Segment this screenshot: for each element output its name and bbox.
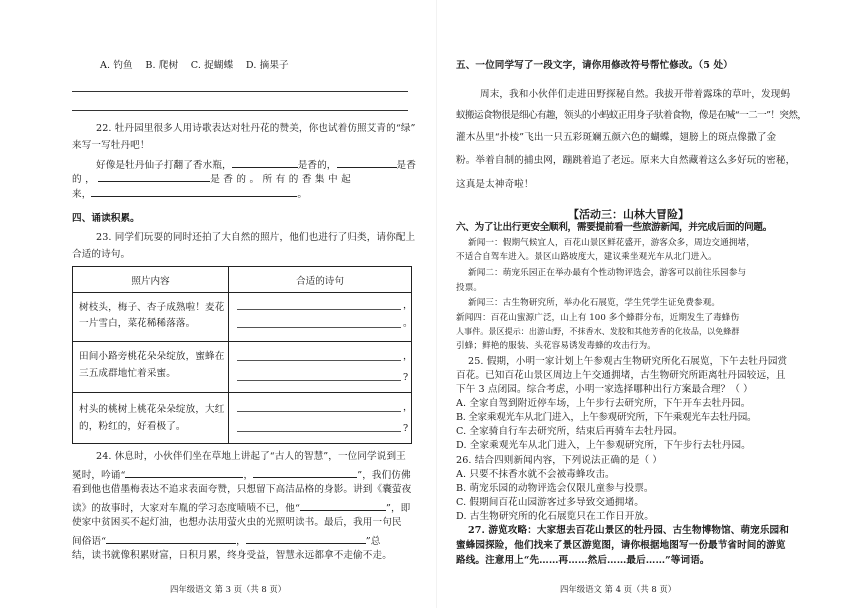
q24-blank-5[interactable] (246, 533, 366, 544)
q24-line-4 (72, 500, 410, 515)
q24-line-6 (72, 533, 381, 548)
q22-blank-4[interactable] (91, 186, 297, 197)
q23-header-photo: 照片内容 (73, 267, 229, 293)
q26-option-d[interactable]: D. 古生物研究所的化石展览只在工作日开放。 (456, 511, 654, 522)
q22-line-1: 22. 牡丹园里很多人用诗歌表达对牡丹花的赞美，你也试着仿照艾青的“绿” (96, 123, 416, 134)
q21-option-b[interactable]: B. 爬树 (145, 60, 179, 71)
q21-option-d[interactable]: D. 摘果子 (245, 60, 289, 71)
q22-text: 。 (297, 189, 308, 200)
q22-text: 是香的， (297, 160, 337, 171)
news-4-line-3: 引蜂；鲜艳的服装、头花容易诱发毒蜂的攻击行为。 (456, 341, 656, 351)
q26-option-b[interactable]: B. 萌宠乐园的动物评选会仅限儿童参与投票。 (456, 483, 654, 494)
q22-line-3 (96, 157, 416, 172)
section-6-title: 六、为了让出行更安全顺利，需要提前看一些旅游新闻，并完成后面的问题。 (456, 222, 772, 233)
news-1-line-2: 不适合自驾车进入。景区山路坡度大，建议乘坐观光车从北门进入。 (456, 252, 717, 262)
q23-punct: ? (403, 372, 409, 383)
q23-line-1: 23. 同学们玩耍的同时还拍了大自然的照片，他们也进行了归类，请你配上 (96, 232, 416, 243)
news-1-line-1: 新闻一：假期气候宜人，百花山景区鲜花盛开，游客众多，周边交通拥堵， (468, 238, 755, 248)
q21-options (100, 60, 289, 72)
q24-line-5: 使家中贫困买不起灯油，也想办法用萤火虫的光照明读书。最后，我用一句民 (72, 517, 402, 528)
activity-3-title: 【活动三：山林大冒险】 (568, 208, 689, 221)
q23-answer-line[interactable] (237, 431, 401, 432)
q26-line-1: 26. 结合四则新闻内容，下列说法正确的是（ ） (456, 455, 663, 466)
q23-row-1-photo (73, 293, 229, 342)
q23-table (72, 266, 412, 444)
q23-punct: 。 (403, 318, 413, 329)
q24-text: 间俗语“ (72, 536, 107, 547)
q23-row-text: 田间小路旁桃花朵朵绽放，蜜蜂在 (79, 351, 225, 362)
q24-line-3: 看到他也借墨梅表达不追求表面夸赞，只想留下高洁品格的身影。讲到《囊萤夜 (72, 484, 412, 495)
q26-option-c[interactable]: C. 假期间百花山园游客过多导致交通拥堵。 (456, 497, 644, 508)
q23-answer-line[interactable] (237, 360, 401, 361)
exam-page-4 (440, 0, 860, 608)
q24-text: ”，即 (385, 503, 411, 514)
q23-row-text: 一片雪白，菜花稀稀落落。 (79, 318, 196, 329)
q24-text: ， (236, 536, 246, 547)
q21-answer-line-2[interactable] (72, 110, 408, 111)
q24-line-2 (72, 467, 411, 482)
section-5-title: 五、一位同学写了一段文字，请你用修改符号帮忙修改。（5 处） (456, 60, 733, 71)
q22-blank-3[interactable] (98, 171, 210, 182)
q22-text: 来， (72, 189, 92, 200)
q23-row-text: 树枝头，梅子、杏子成熟啦！麦花 (79, 302, 225, 313)
q23-line-2: 合适的诗句。 (72, 249, 131, 260)
q23-row-text: 的，粉红的，好看极了。 (79, 421, 186, 432)
q23-punct: ? (403, 423, 409, 434)
s5-para-3: 灌木丛里“扑棱”飞出一只五彩斑斓五颜六色的蝴蝶，翅膀上的斑点像撒了金 (456, 132, 777, 143)
q23-row-text: 村头的桃树上桃花朵朵绽放，大红 (79, 404, 225, 415)
q24-text: ”总 (365, 536, 381, 547)
q22-blank-2[interactable] (337, 157, 397, 168)
news-2-line-1: 新闻二：萌宠乐园正在举办最有个性动物评选会，游客可以前往乐园参与 (468, 268, 747, 278)
q24-blank-3[interactable] (300, 500, 386, 511)
q22-blank-1[interactable] (232, 157, 298, 168)
q25-option-d[interactable]: D. 全家乘观光车从北门进入，上午参观研究所，下午步行去牡丹园。 (456, 440, 751, 451)
q21-option-a[interactable]: A. 钓鱼 (100, 60, 133, 71)
news-4-line-2: 人事件。景区提示：出游山野，不抹香水、发胶和其他芳香的化妆品，以免蜂群 (456, 327, 740, 336)
s5-para-5: 这真是太神奇啦！ (456, 179, 534, 190)
q27-line-1: 27. 游览攻略：大家想去百花山景区的牡丹园、古生物博物馆、萌宠乐园和 (468, 525, 789, 536)
page-gutter (436, 0, 437, 608)
q27-line-3: 路线。注意用上“先……再……然后……最后……”等词语。 (456, 555, 710, 566)
q24-text: 读》的故事时，大家对车胤的学习态度啧啧不已，他“ (72, 503, 300, 514)
q25-line-2: 百花。已知百花山景区周边上午交通拥堵，古生物研究所距离牡丹园较远，且 (456, 370, 786, 381)
news-4-line-1: 新闻四：百花山蜜源广泛，山上有 100 多个蜂群分布，近期发生了毒蜂伤 (456, 313, 740, 323)
q24-text: 冕时，吟诵“ (72, 470, 126, 481)
q25-line-1: 25. 假期，小明一家计划上午参观古生物研究所化石展览，下午去牡丹园赏 (468, 356, 788, 367)
page-4-footer: 四年级语文 第 4 页（共 8 页） (560, 584, 677, 594)
q23-answer-line[interactable] (237, 309, 401, 310)
q27-line-2: 蜜蜂园探险，他们找来了景区游览图，请你根据地图写一份最节省时间的游览 (456, 540, 786, 551)
q25-option-b[interactable]: B. 全家乘观光车从北门进入，上午参观研究所，下午乘观光车去牡丹园。 (456, 412, 757, 423)
q25-option-c[interactable]: C. 全家骑自行车去研究所，结束后再骑车去牡丹园。 (456, 426, 683, 437)
q25-option-a[interactable]: A. 全家自驾到附近停车场，上午步行去研究所，下午开车去牡丹园。 (456, 398, 751, 409)
news-2-line-2: 投票。 (456, 283, 483, 293)
q22-text: 的， (72, 174, 99, 185)
q23-row-1-poem[interactable] (229, 293, 412, 342)
q21-option-c[interactable]: C. 捉蝴蝶 (190, 60, 234, 71)
q24-line-1: 24. 休息时，小伙伴们坐在草地上讲起了“古人的智慧”，一位同学说到王 (96, 451, 406, 462)
q21-answer-line-1[interactable] (72, 91, 408, 92)
news-3-line-1: 新闻三：古生物研究所，举办化石展览，学生凭学生证免费参观。 (468, 298, 721, 308)
q24-blank-1[interactable] (125, 467, 243, 478)
q24-blank-4[interactable] (106, 533, 236, 544)
q24-text: ”，我们仿佛 (357, 470, 411, 481)
q23-row-text: 三五成群地忙着采蜜。 (79, 368, 176, 379)
q22-line-4 (72, 171, 354, 186)
q26-option-a[interactable]: A. 只要不抹香水就不会被毒蜂攻击。 (456, 469, 615, 480)
q23-row-2-poem[interactable] (229, 342, 412, 393)
q24-line-7: 结，读书就像积累财富，日积月累，终身受益，智慧永远都拿不走偷不走。 (72, 550, 392, 561)
q23-row-3-poem[interactable] (229, 393, 412, 444)
q23-punct: ， (403, 402, 413, 413)
q22-text: 是香 (396, 160, 416, 171)
q23-punct: ， (403, 300, 413, 311)
q23-header-poem: 合适的诗句 (229, 267, 412, 293)
q22-line-2: 来写一写牡丹吧！ (72, 140, 150, 151)
q24-blank-2[interactable] (253, 467, 357, 478)
s5-para-1: 周末，我和小伙伴们走进田野探秘自然。我拔开带着露珠的草叶，发现蚂 (480, 89, 791, 100)
q25-line-3: 下午 3 点闭园。综合考虑，小明一家选择哪种出行方案最合理？（ ） (456, 384, 753, 395)
s5-para-4: 粉。举着自制的捕虫网，蹦跳着追了老远。原来大自然藏着这么多好玩的密秘， (456, 155, 796, 166)
section-4-title: 四、诵读积累。 (72, 213, 140, 224)
q23-answer-line[interactable] (237, 411, 401, 412)
q22-text: 好像是牡丹仙子打翻了香水瓶， (96, 160, 232, 171)
q23-row-3-photo (73, 393, 229, 444)
q23-row-2-photo (73, 342, 229, 393)
page-3-footer: 四年级语文 第 3 页（共 8 页） (170, 584, 287, 594)
q23-answer-line[interactable] (237, 327, 401, 328)
q23-answer-line[interactable] (237, 380, 401, 381)
q24-text: ， (243, 470, 254, 481)
q22-line-5 (72, 186, 307, 201)
q22-text: 是香的。所有的香集中起 (210, 174, 355, 185)
q23-punct: ， (403, 351, 413, 362)
s5-para-2: 蚁搬运食物很是细心有趣，领头的小蚂蚁正用身子驮着食物，像是在喊“一二一”！突然， (456, 110, 807, 121)
